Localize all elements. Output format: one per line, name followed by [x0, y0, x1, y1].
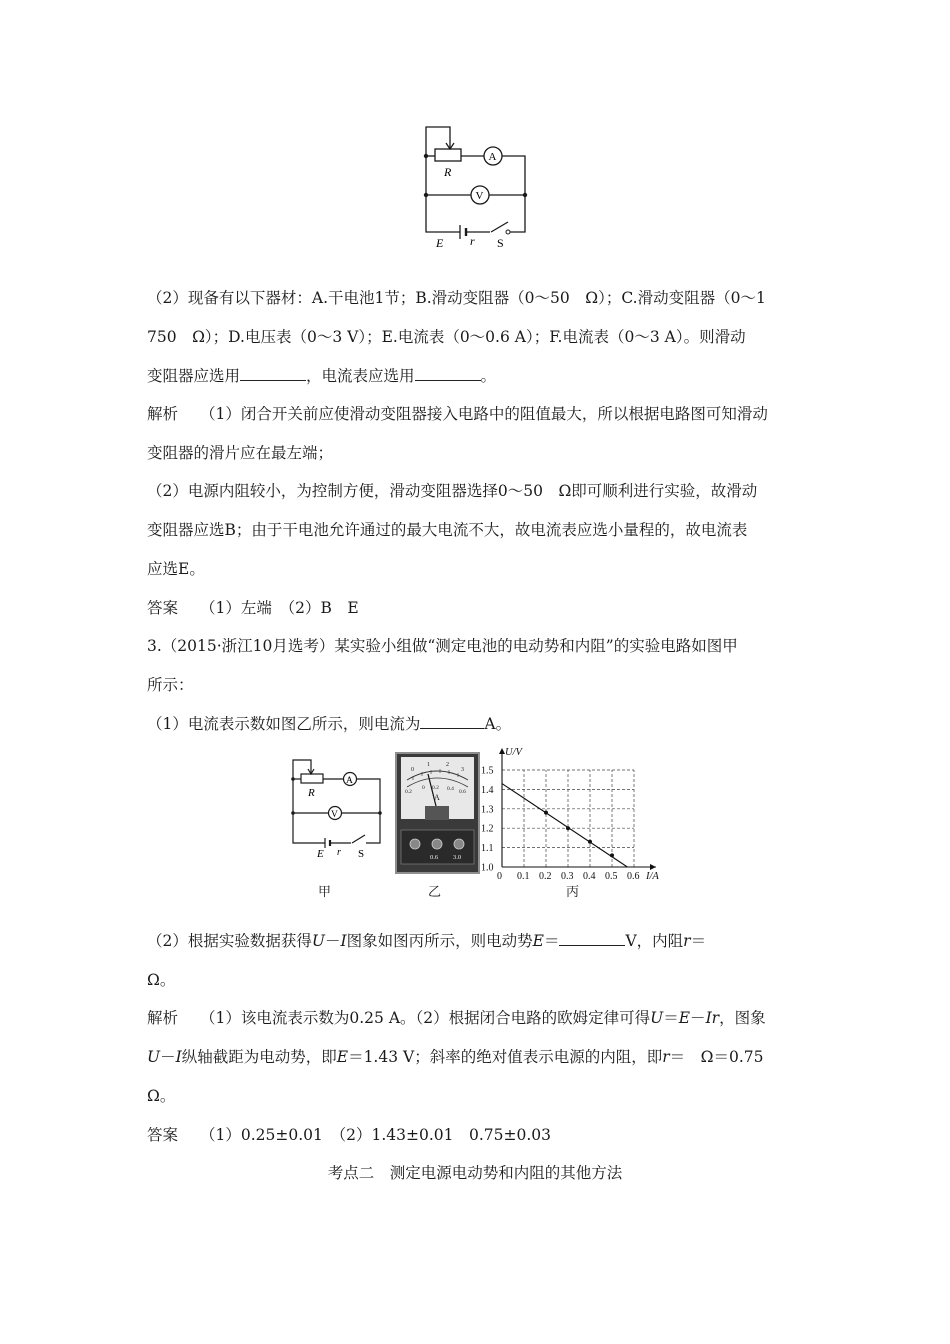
ammeter-photo — [395, 752, 480, 874]
analysis1-line-4: 变阻器应选B；由于干电池允许通过的最大电流不大，故电流表应选小量程的，故电流表 — [147, 521, 748, 539]
label-S: S — [497, 236, 504, 250]
q3-line-2: 所示： — [147, 676, 194, 694]
q3-line-1: 3.（2015·浙江10月选考）某实验小组做“测定电池的电动势和内阻”的实验电路如图甲 — [147, 637, 738, 655]
meter-terminal-3.0: 3.0 — [453, 854, 462, 861]
x-axis-label: I/A — [646, 871, 659, 882]
answer-blank[interactable] — [240, 365, 306, 381]
caption-yi: 乙 — [428, 885, 442, 900]
u-i-chart — [478, 744, 668, 884]
y-tick-label: 1.1 — [481, 843, 494, 855]
label-E: E — [317, 848, 324, 860]
svg-text:0.4: 0.4 — [447, 786, 454, 792]
label-E: E — [436, 236, 444, 250]
answer-blank[interactable] — [420, 713, 484, 729]
svg-text:3: 3 — [461, 767, 464, 773]
label-r: r — [470, 234, 475, 248]
q3-sub1: （1）电流表示数如图乙所示，则电流为 A。 — [147, 715, 512, 733]
x-tick-label: 0.2 — [539, 871, 552, 882]
analysis1-line-2: 变阻器的滑片应在最左端； — [147, 444, 334, 462]
y-tick-label: 1.0 — [481, 862, 494, 874]
y-tick-label: 1.4 — [481, 784, 494, 796]
data-point — [588, 840, 592, 844]
label-A: A — [488, 151, 497, 163]
svg-text:0.6: 0.6 — [459, 789, 466, 795]
analysis2-line-1: 解析 （1）该电流表示数为0.25 A。（2）根据闭合电路的欧姆定律可得U＝E－Ir，图象 — [147, 1009, 766, 1027]
section-heading: 考点二 测定电源电动势和内阻的其他方法 — [327, 1164, 623, 1182]
label-r: r — [337, 847, 341, 858]
circuit-diagram-jia — [285, 755, 385, 865]
analysis2-line-2: U－I纵轴截距为电动势，即E＝1.43 V；斜率的绝对值表示电源的内阻，即r＝ Ω＝0.75 — [147, 1048, 764, 1066]
label-S: S — [358, 848, 365, 860]
label-R: R — [444, 165, 452, 179]
data-point — [544, 811, 548, 815]
q2-line-2: 750 Ω）；D.电压表（0～3 V）；E.电流表（0～0.6 A）；F.电流表（0～3 A）。则滑动 — [147, 328, 746, 346]
answer1: 答案 （1）左端 （2）B E — [147, 599, 359, 617]
svg-text:0: 0 — [422, 785, 425, 791]
q3-sub2: （2）根据实验数据获得U－I图象如图丙所示，则电动势E＝ V，内阻r＝ — [147, 932, 707, 950]
y-tick-label: 1.3 — [481, 804, 494, 816]
analysis1-line-1: 解析 （1）闭合开关前应使滑动变阻器接入电路中的阻值最大，所以根据电路图可知滑动 — [147, 405, 768, 423]
label-A: A — [346, 776, 353, 786]
x-axis-arrow — [650, 864, 656, 870]
svg-text:0.2: 0.2 — [432, 785, 439, 791]
data-point — [566, 826, 570, 830]
x-tick-label: 0.1 — [517, 871, 530, 882]
meter-unit: A — [434, 793, 440, 802]
svg-text:0.2: 0.2 — [405, 789, 412, 795]
answer2: 答案 （1）0.25±0.01 （2）1.43±0.01 0.75±0.03 — [147, 1126, 552, 1144]
y-tick-label: 1.2 — [481, 823, 494, 835]
circuit-diagram-1 — [418, 120, 533, 255]
answer-blank[interactable] — [415, 365, 481, 381]
analysis1-line-3: （2）电源内阻较小，为控制方便，滑动变阻器选择0～50 Ω即可顺利进行实验，故滑动 — [147, 482, 758, 500]
label-R: R — [308, 787, 315, 799]
answer-blank[interactable] — [559, 930, 625, 946]
x-tick-label: 0 — [497, 871, 502, 882]
meter-terminal-0.6: 0.6 — [430, 854, 439, 861]
q2-line-1: （2）现备有以下器材：A.干电池1节；B.滑动变阻器（0～50 Ω）；C.滑动变阻器（0～1 — [147, 289, 766, 307]
q2-line-3: 变阻器应选用 ，电流表应选用 。 — [147, 367, 497, 385]
svg-text:0: 0 — [411, 767, 414, 773]
label-V: V — [475, 190, 484, 202]
label-V: V — [331, 810, 338, 820]
x-tick-label: 0.6 — [627, 871, 640, 882]
q3-sub2-line-2: Ω。 — [147, 971, 176, 989]
svg-text:2: 2 — [446, 762, 449, 768]
analysis1-line-5: 应选E。 — [147, 560, 205, 578]
x-tick-label: 0.3 — [561, 871, 574, 882]
data-point — [610, 853, 614, 857]
fit-line — [502, 784, 627, 867]
y-axis-label: U/V — [505, 747, 522, 758]
x-tick-label: 0.4 — [583, 871, 596, 882]
caption-jia: 甲 — [318, 885, 332, 900]
caption-bing: 丙 — [566, 885, 580, 900]
svg-text:1: 1 — [427, 762, 430, 768]
x-tick-label: 0.5 — [605, 871, 618, 882]
analysis2-line-3: Ω。 — [147, 1087, 176, 1105]
y-tick-label: 1.5 — [481, 765, 494, 777]
